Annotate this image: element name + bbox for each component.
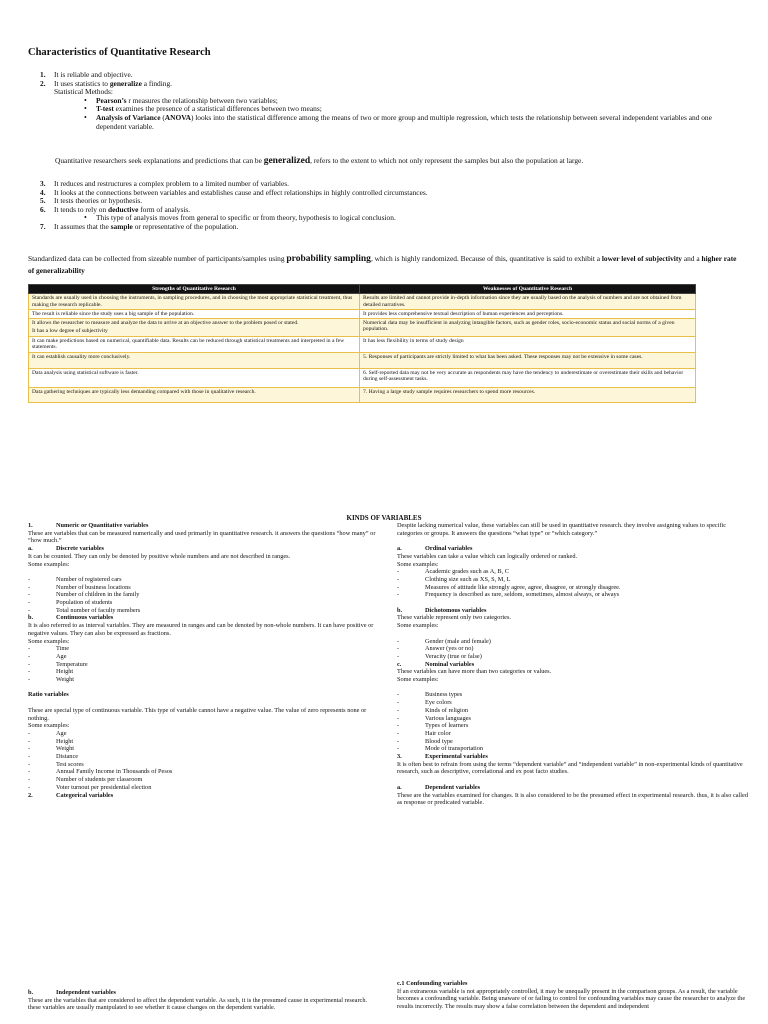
table-cell: 7. Having a large study sample requires researchers to spend more resources. [360, 387, 696, 402]
table-cell: Numerical data may be insufficient in analyzing intangible factors, such as gender roles, socio-economic status and social norms of a given population. [360, 319, 696, 337]
section-heading: 2. Categorical variables [28, 791, 114, 799]
characteristics-list-a [28, 71, 728, 131]
section-description: These are the variables that are considered to affect the dependent variable. As such, it is the presumed cause in experimental research. these variables are usually manipulated to see whether it cause changes on the dependent variable. [28, 996, 368, 1012]
confounding-variables-section [397, 980, 749, 1011]
list-item: 7. It assumes that the sample or representative of the population. [40, 221, 239, 231]
section-heading: b. Independent variables [28, 989, 117, 996]
independent-variables-section [28, 989, 380, 1012]
examples-label: Some examples: [28, 637, 70, 645]
examples-label: Some examples: [28, 560, 70, 568]
list-item: 6. It tends to rely on deductive form of analysis. [40, 204, 191, 214]
table-cell: Data analysis using statistical software is faster. [29, 368, 360, 387]
list-item: - Total number of faculty members [28, 607, 380, 615]
list-item: - Eye colors [397, 699, 749, 707]
section-heading: b. Continuous variables [28, 614, 114, 622]
section-description: These are the variables examined for changes. It is also considered to be the presumed effect in experimental research. thus, it is also called as response or predicated variable. [397, 791, 748, 807]
section-description: It is often best to refrain from using the terms “dependent variable” and “independent variable” in non-experimental kinds of quantitative research, such as descriptive, correlational and ex post facto studies. [397, 760, 743, 776]
table-cell: It has a low degree of subjectivity [29, 327, 360, 336]
bullet-item: • T-test examines the presence of a statistical differences between two means; [28, 105, 728, 114]
table-cell: 6. Self-reported data may not be very accurate as respondents may have the tendency to underestimate or overestimate their skills and behavior during self-assessment tasks. [360, 368, 696, 387]
list-item: 4. It looks at the connections between variables and establishes cause and effect relationships in highly controlled circumstances. [40, 187, 428, 197]
section-heading: 3. Experimental variables [397, 753, 488, 761]
examples-label: Some examples: [397, 676, 439, 684]
bullet-item: • Pearson’s r measures the relationship between two variables; [28, 97, 728, 106]
list-item: - Distance [28, 753, 380, 761]
list-item: - Gender (male and female) [397, 638, 749, 646]
examples-label: Some examples: [397, 622, 439, 630]
table-row [29, 294, 696, 310]
section-description: It is also referred to as interval variables. They are measured in ranges and can be denoted by non-whole numbers. It can have positive or negative values. They can also be expressed as fractions. [28, 622, 374, 637]
section-description: These variables can take a value which can logically ordered or ranked. [397, 552, 578, 560]
table-row [29, 336, 696, 352]
section-heading: a. Ordinal variables [397, 545, 473, 553]
section-heading: c.1 Confounding variables [397, 980, 468, 987]
list-item: - Blood type [397, 738, 749, 746]
table-cell: Standards are usually used in choosing the instruments, in sampling procedures, and in choosing the most appropriate statistical treatment, thus making the research replicable. [29, 294, 360, 310]
list-item: - Number of students per classroom [28, 776, 380, 784]
table-cell: It has less flexibility in terms of study design [360, 336, 696, 352]
section-description: Despite lacking numerical value, these variables can still be used in quantitative research. they involve assigning values to specific categories or groups. It answers the questions “what type” or “which category.” [397, 522, 727, 537]
sampling-paragraph: Standardized data can be collected from sizeable number of participants/samples using probability sampling, which is highly randomized. Because of this, quantitative is said to exhibit a lower level of subjectivity and a higher rate of generalizability [28, 254, 737, 275]
section-description: These variable represent only two categories. [397, 614, 511, 622]
list-item: - Time [28, 645, 380, 653]
table-cell: Results are limited and cannot provide in-depth information since they are usually based on the analysis of numbers and are not obtained from detailed narratives. [360, 294, 696, 310]
variables-left-column [28, 522, 380, 799]
list-item: 2. It uses statistics to generalize a finding. [40, 78, 173, 88]
list-item: 1. It is reliable and objective. [40, 70, 133, 79]
list-item: - Age [28, 730, 380, 738]
list-item: 3. It reduces and restructures a complex problem to a limited number of variables. [40, 179, 289, 188]
table-row [29, 309, 696, 318]
generalized-paragraph: Quantitative researchers seek explanations and predictions that can be generalized, refers to the extent to which not only represent the samples but also the population at large. [55, 156, 584, 166]
section-heading: Ratio variables [28, 691, 69, 699]
list-item: - Measures of attitude like strongly agree, agree, disagree, or strongly disagree. [397, 584, 749, 592]
weaknesses-header: Weaknesses of Quantitative Research [360, 285, 696, 294]
list-item: - Veracity (true or false) [397, 653, 749, 661]
list-item: 5. It tests theories or hypothesis. [40, 196, 143, 206]
page-title: Characteristics of Quantitative Research [28, 47, 211, 58]
list-item: - Annual Family Income in Thousands of Pesos [28, 768, 380, 776]
list-item: - Types of learners [397, 722, 749, 730]
list-item: - Frequency is described as rare, seldom, sometimes, almost always, or always [397, 591, 749, 599]
list-item: - Number of children in the family [28, 591, 380, 599]
section-description: These are special type of continuous variable. This type of variable cannot have a negative value. The value of zero represents none or nothing. [28, 706, 367, 722]
strengths-weaknesses-table [28, 284, 696, 403]
section-heading: 1. Numeric or Quantitative variables [28, 522, 149, 529]
list-item: - Clothing size such as XS, S, M, L [397, 576, 749, 584]
list-item: - Height [28, 738, 380, 746]
section-description: It can be counted. They can only be denoted by positive whole numbers and are not described in ranges. [28, 552, 291, 560]
table-cell: Data gathering techniques are typically less demanding compared with those in qualitative research. [29, 387, 360, 402]
list-item: - Voter turnout per presidential election [28, 784, 380, 792]
table-header-row [29, 285, 696, 294]
section-heading: a. Discrete variables [28, 545, 104, 553]
section-heading: a. Dependent variables [397, 783, 481, 791]
table-row [29, 368, 696, 387]
examples-label: Some examples: [28, 722, 70, 730]
list-item: - Business types [397, 691, 749, 699]
list-item: - Various languages [397, 715, 749, 723]
list-item: - Number of business locations [28, 584, 380, 592]
section-description: These are variables that can be measured numerically and used primarily in quantitative research. it answers the questions “how many” or “how much.” [28, 529, 376, 545]
strengths-header: Strengths of Quantitative Research [29, 285, 360, 294]
section-heading: c. Nominal variables [397, 660, 475, 668]
table-cell: 5. Responses of participants are strictly limited to what has been asked. These responses may not be extensive in some cases. [360, 352, 696, 368]
list-item: - Weight [28, 676, 380, 684]
characteristics-list-b [28, 180, 728, 232]
methods-label: Statistical Methods: [54, 87, 113, 97]
list-item: - Answer (yes or no) [397, 645, 749, 653]
list-item: - Weight [28, 745, 380, 753]
table-cell: It allows the researcher to measure and analyze the data to arrive at an objective answer to the problem posed or stated. [29, 319, 360, 328]
list-item: - Population of students [28, 599, 380, 607]
examples-label: Some examples: [397, 560, 439, 568]
table-cell: It provides less comprehensive textual description of human experiences and perceptions. [360, 309, 696, 318]
table-cell: It can establish causality more conclusively. [29, 352, 360, 368]
list-item: - Academic grades such as A, B, C [397, 568, 749, 576]
table-row [29, 319, 696, 328]
table-row [29, 352, 696, 368]
list-item: - Height [28, 668, 380, 676]
list-item: - Test scores [28, 761, 380, 769]
list-item: - Temperature [28, 661, 380, 669]
table-cell: The result is reliable since the study uses a big sample of the population. [29, 309, 360, 318]
section-description: If an extraneous variable is not appropriately controlled, it may be unequally present in the comparison groups. As a result, the variable becomes a confounding variable. Being unaware of or failing to control for confounding variables may cause the researcher to analyze the results incorrectly. The results may show a false correlation between the dependent and independent [397, 987, 746, 1011]
kinds-of-variables-title: KINDS OF VARIABLES [346, 514, 422, 522]
list-item: - Number of registered cars [28, 576, 380, 584]
bullet-item: • Analysis of Variance (ANOVA) looks into the statistical difference among the means of two or more group and multiple regression, which tests the relationship between several independent variables and one dependent variable. [28, 114, 728, 131]
list-item: - Hair color [397, 730, 749, 738]
section-heading: b. Dichotomous variables [397, 606, 487, 614]
table-row [29, 387, 696, 402]
list-item: - Kinds of religion [397, 707, 749, 715]
variables-right-column [397, 522, 749, 807]
bullet-item: • This type of analysis moves from general to specific or from theory, hypothesis to logical conclusion. [28, 214, 728, 223]
list-item: - Age [28, 653, 380, 661]
table-cell: It can make predictions based on numerical, quantifiable data. Results can be reduced through statistical treatments and interpreted in a few statements. [29, 336, 360, 352]
section-description: These variables can have more than two categories or values. [397, 668, 552, 676]
list-item: - Mode of transportation [397, 745, 749, 753]
